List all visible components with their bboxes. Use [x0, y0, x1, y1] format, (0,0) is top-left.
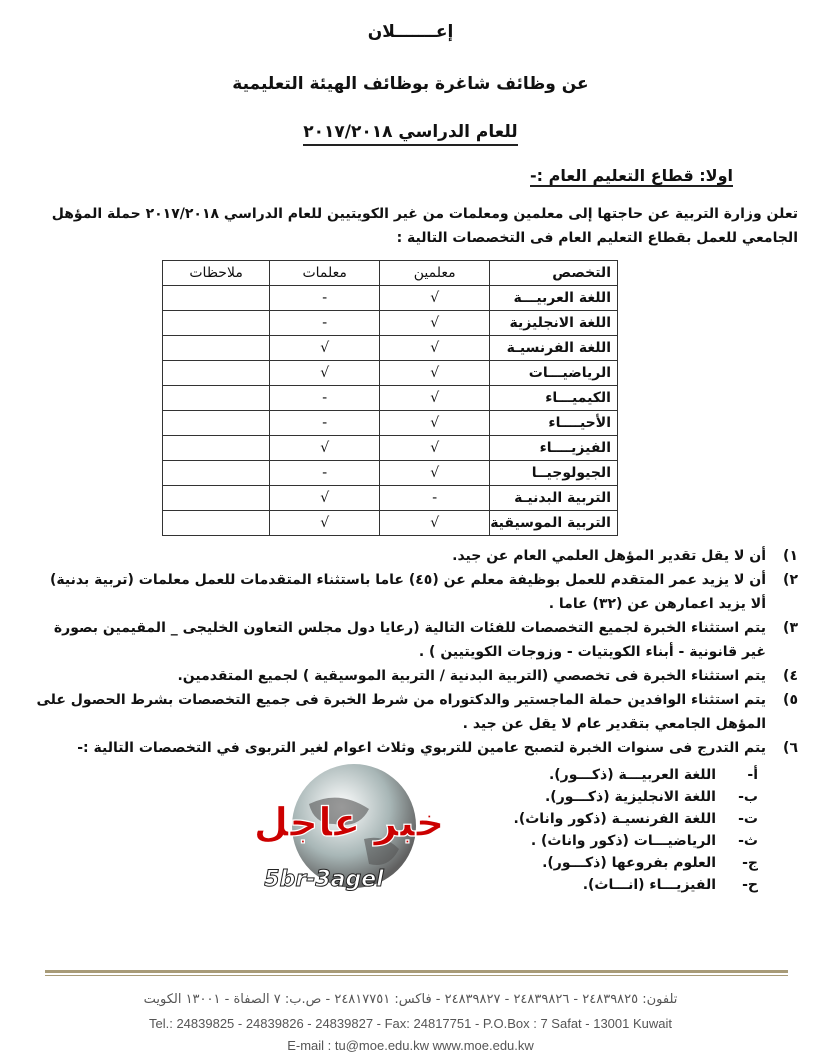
col-notes: ملاحظات	[163, 261, 270, 286]
female-teachers-cell: √	[270, 436, 380, 461]
subitem	[514, 808, 758, 830]
condition-item	[36, 544, 798, 568]
col-male-teachers: معلمين	[380, 261, 490, 286]
condition-text: يتم التدرج فى سنوات الخبرة لتصبح عامين للتربوي وثلاث اعوام لغير التربوى في التخصصات التالية :-	[77, 740, 766, 756]
table-row	[163, 461, 618, 486]
female-teachers-cell: √	[270, 361, 380, 386]
notes-cell	[163, 386, 270, 411]
subitem-text: العلوم بفروعها (ذكـــور).	[542, 855, 716, 871]
subitem-text: اللغة العربيـــة (ذكـــور).	[548, 767, 716, 783]
male-teachers-cell: √	[380, 436, 490, 461]
male-teachers-cell: √	[380, 386, 490, 411]
notes-cell	[163, 436, 270, 461]
subitem-letter: أ-	[747, 767, 758, 783]
condition-item	[36, 664, 798, 688]
specialization-cell: الرياضيـــات	[490, 361, 618, 386]
notes-cell	[163, 311, 270, 336]
male-teachers-cell: √	[380, 461, 490, 486]
condition-number: ٣)	[783, 620, 798, 636]
specializations-table	[162, 260, 618, 536]
condition-text: يتم استثناء الخبرة فى تخصصي (التربية البدنية / التربية الموسيقية ) لجميع المتقدمين.	[177, 668, 766, 684]
table-row	[163, 311, 618, 336]
notes-cell	[163, 511, 270, 536]
notes-cell	[163, 486, 270, 511]
table-row	[163, 411, 618, 436]
specialization-cell: الجيولوجيــا	[490, 461, 618, 486]
subitem-text: الفيزيـــاء (انـــاث).	[582, 877, 716, 893]
footer-arabic-contact: تلفون: ٢٤٨٣٩٨٢٥ - ٢٤٨٣٩٨٢٦ - ٢٤٨٣٩٨٢٧ - فاكس: ٢٤٨١٧٧٥١ - ص.ب: ٧ الصفاة - ١٣٠٠١ الكويت	[143, 992, 678, 1007]
subitems-list	[514, 764, 758, 896]
table-row	[163, 511, 618, 536]
footer-divider-thin	[45, 975, 788, 976]
intro-paragraph: تعلن وزارة التربية عن حاجتها إلى معلمين ومعلمات من غير الكويتيين للعام الدراسي ٢٠١٧/٢٠١٨ حملة المؤهل الجامعي للعمل بقطاع التعليم العام فى التخصصات التالية :	[51, 206, 798, 246]
condition-item	[36, 688, 798, 736]
female-teachers-cell: √	[270, 336, 380, 361]
table-row	[163, 386, 618, 411]
section-heading: اولا: قطاع التعليم العام :-	[530, 166, 733, 185]
condition-text: يتم استثناء الخبرة لجميع التخصصات للفئات التالية (رعايا دول مجلس التعاون الخليجى _ المقيمين بصورة غير قانونية - أبناء الكويتيات - وزوجات الكويتيين ) .	[53, 620, 766, 660]
condition-item	[36, 736, 798, 760]
specialization-cell: الكيميـــاء	[490, 386, 618, 411]
announcement-subtitle: عن وظائف شاغرة بوظائف الهيئة التعليمية	[232, 74, 589, 94]
conditions-list	[36, 544, 798, 760]
col-specialization: التخصص	[490, 261, 618, 286]
condition-text: أن لا يقل تقدير المؤهل العلمي العام عن جيد.	[452, 548, 766, 564]
notes-cell	[163, 361, 270, 386]
male-teachers-cell: √	[380, 361, 490, 386]
condition-text: يتم استثناء الوافدين حملة الماجستير والدكتوراه من شرط الخبرة فى جميع التخصصات بشرط الحصول على المؤهل الجامعي بتقدير عام لا يقل عن جيد .	[36, 692, 766, 732]
subitem-text: الرياضيـــات (ذكور واناث) .	[530, 833, 716, 849]
male-teachers-cell: √	[380, 511, 490, 536]
female-teachers-cell: -	[270, 386, 380, 411]
specialization-cell: اللغة العربيـــة	[490, 286, 618, 311]
male-teachers-cell: √	[380, 411, 490, 436]
female-teachers-cell: √	[270, 511, 380, 536]
subitem-letter: ت-	[738, 811, 758, 827]
subitem-letter: ج-	[742, 855, 758, 871]
footer-divider	[45, 970, 788, 973]
notes-cell	[163, 411, 270, 436]
condition-number: ٢)	[783, 572, 798, 588]
male-teachers-cell: -	[380, 486, 490, 511]
announcement-title: إعـــــــلان	[367, 22, 454, 42]
specialization-cell: التربية البدنيـة	[490, 486, 618, 511]
subitem	[514, 830, 758, 852]
section-heading-wrap	[530, 166, 733, 185]
subitem-letter: ب-	[738, 789, 758, 805]
specialization-cell: اللغة الفرنسيـة	[490, 336, 618, 361]
female-teachers-cell: -	[270, 286, 380, 311]
watermark-latin: 5br-3agel	[263, 867, 384, 892]
watermark-logo	[214, 764, 484, 894]
condition-item	[36, 616, 798, 664]
subitem-letter: ث-	[738, 833, 758, 849]
female-teachers-cell: √	[270, 486, 380, 511]
condition-number: ٥)	[783, 692, 798, 708]
male-teachers-cell: √	[380, 336, 490, 361]
table-header-row	[163, 261, 618, 286]
notes-cell	[163, 286, 270, 311]
condition-number: ٦)	[783, 740, 798, 756]
condition-number: ١)	[783, 548, 798, 564]
document-body	[36, 202, 798, 896]
table-row	[163, 436, 618, 461]
female-teachers-cell: -	[270, 311, 380, 336]
female-teachers-cell: -	[270, 461, 380, 486]
subitem-text: اللغة الانجليزية (ذكـــور).	[544, 789, 716, 805]
footer-english-contact: Tel.: 24839825 - 24839826 - 24839827 - Fax: 24817751 - P.O.Box : 7 Safat - 13001 Kuwait	[148, 1016, 672, 1031]
col-female-teachers: معلمات	[270, 261, 380, 286]
watermark-arabic: خبر عاجل	[253, 800, 444, 846]
specialization-cell: الفيزيــــاء	[490, 436, 618, 461]
table-row	[163, 486, 618, 511]
table-row	[163, 286, 618, 311]
subitem-text: اللغة الفرنسيـة (ذكور واناث).	[513, 811, 716, 827]
academic-year-wrap	[0, 122, 821, 142]
condition-text: أن لا يزيد عمر المتقدم للعمل بوظيفة معلم عن (٤٥) عاما باستثناء المتقدمات للعمل معلمات (تربية بدنية) ألا يزيد اعمارهن عن (٣٢) عاما .	[50, 572, 766, 612]
male-teachers-cell: √	[380, 286, 490, 311]
subitem-letter: ح-	[742, 877, 758, 893]
table-row	[163, 361, 618, 386]
subitem	[514, 874, 758, 896]
academic-year: للعام الدراسي ٢٠١٧/٢٠١٨	[303, 122, 517, 146]
subitem	[514, 852, 758, 874]
subitem	[514, 786, 758, 808]
condition-item	[36, 568, 798, 616]
condition-number: ٤)	[783, 668, 798, 684]
specialization-cell: الأحيــــاء	[490, 411, 618, 436]
specialization-cell: التربية الموسيقية	[490, 511, 618, 536]
table-row	[163, 336, 618, 361]
subitems-row	[36, 764, 798, 896]
male-teachers-cell: √	[380, 311, 490, 336]
notes-cell	[163, 336, 270, 361]
specialization-cell: اللغة الانجليزية	[490, 311, 618, 336]
notes-cell	[163, 461, 270, 486]
female-teachers-cell: -	[270, 411, 380, 436]
footer-email[interactable]: E-mail : tu@moe.edu.kw www.moe.edu.kw	[287, 1038, 534, 1053]
subitem	[514, 764, 758, 786]
